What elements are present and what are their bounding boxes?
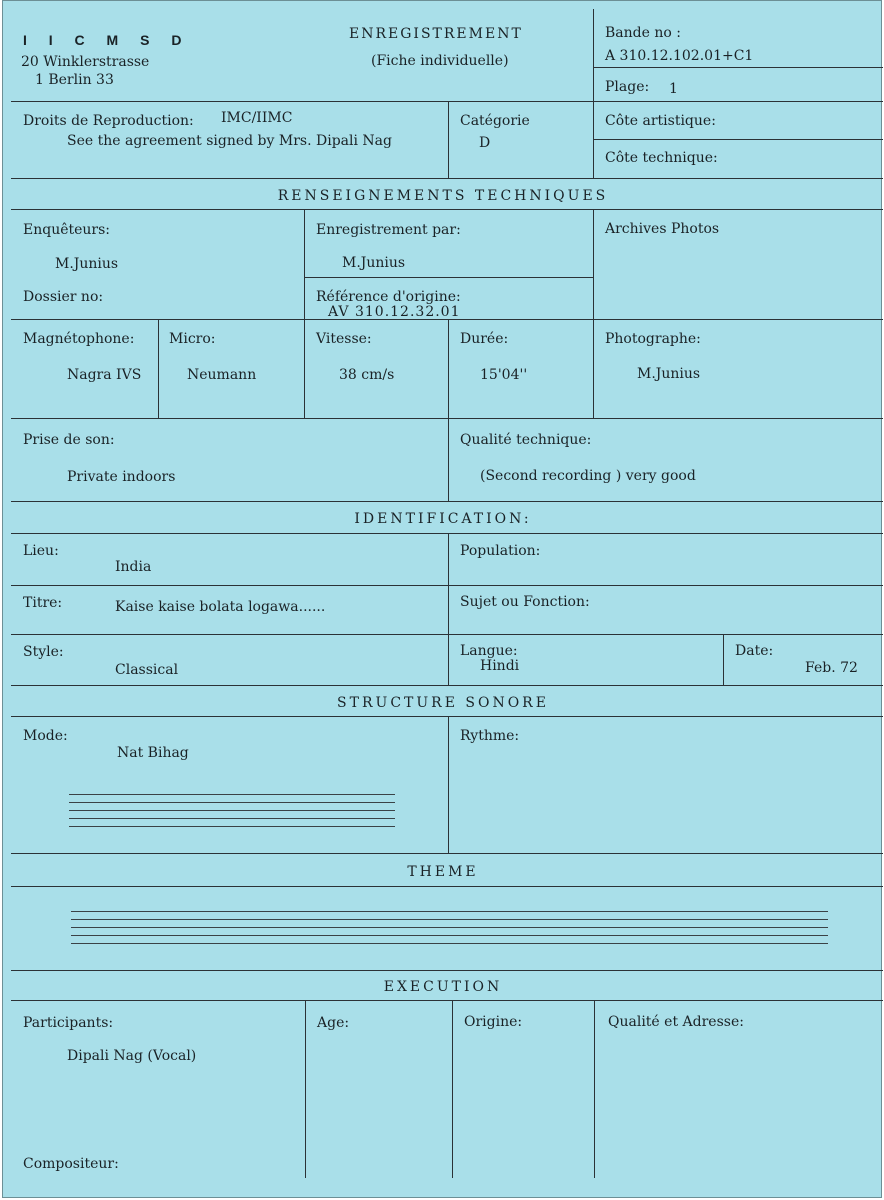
section-title-identification: IDENTIFICATION: bbox=[354, 511, 532, 527]
rule-top-a bbox=[593, 67, 883, 68]
staff-line bbox=[71, 935, 828, 936]
enregistrement-par-label: Enregistrement par: bbox=[316, 222, 461, 238]
section-title-theme: THEME bbox=[407, 864, 479, 880]
rule-style-bottom bbox=[11, 685, 883, 686]
categorie-label: Catégorie bbox=[460, 113, 530, 129]
rule-ident-title bbox=[11, 533, 883, 534]
staff-line bbox=[71, 919, 828, 920]
plage-value: 1 bbox=[669, 81, 678, 97]
micro-value: Neumann bbox=[187, 367, 257, 383]
style-value: Classical bbox=[115, 662, 179, 678]
participants-value: Dipali Nag (Vocal) bbox=[67, 1048, 197, 1064]
rule-prise-bottom bbox=[11, 501, 883, 502]
vrule-origine bbox=[452, 1000, 453, 1178]
section-title-structure: STRUCTURE SONORE bbox=[337, 695, 549, 711]
style-label: Style: bbox=[23, 644, 64, 660]
qualite-label: Qualité technique: bbox=[460, 432, 592, 448]
titre-value: Kaise kaise bolata logawa...... bbox=[115, 599, 326, 615]
duree-value: 15'04'' bbox=[480, 367, 528, 383]
enqueteurs-label: Enquêteurs: bbox=[23, 222, 111, 238]
staff-line bbox=[69, 794, 395, 795]
section-title-execution: EXECUTION bbox=[383, 979, 503, 995]
staff-line bbox=[71, 911, 828, 912]
rule-struct-bottom bbox=[11, 853, 883, 854]
sujet-label: Sujet ou Fonction: bbox=[460, 594, 590, 610]
origine-label: Origine: bbox=[464, 1014, 523, 1030]
rule-header-bottom bbox=[11, 101, 883, 102]
photographe-value: M.Junius bbox=[637, 366, 701, 382]
vrule-prise bbox=[448, 418, 449, 502]
rights-value: IMC/IIMC bbox=[221, 110, 293, 126]
participants-label: Participants: bbox=[23, 1015, 114, 1031]
mode-value: Nat Bihag bbox=[117, 745, 189, 761]
mode-label: Mode: bbox=[23, 728, 68, 744]
archives-photos-label: Archives Photos bbox=[605, 221, 720, 237]
categorie-value: D bbox=[479, 135, 491, 151]
qualite-value: (Second recording ) very good bbox=[480, 468, 696, 484]
staff-line bbox=[69, 802, 395, 803]
prise-label: Prise de son: bbox=[23, 432, 115, 448]
bande-label: Bande no : bbox=[605, 25, 681, 41]
rights-label: Droits de Reproduction: bbox=[23, 113, 194, 129]
vrule-duree bbox=[448, 319, 449, 419]
age-label: Age: bbox=[317, 1015, 350, 1031]
enregistrement-par-value: M.Junius bbox=[342, 255, 406, 271]
rule-theme-title bbox=[11, 886, 883, 887]
rule-struct-title bbox=[11, 716, 883, 717]
micro-label: Micro: bbox=[169, 331, 216, 347]
vrule-micro bbox=[158, 319, 159, 419]
duree-label: Durée: bbox=[460, 331, 509, 347]
enqueteurs-value: M.Junius bbox=[55, 256, 119, 272]
vrule-tech-b bbox=[593, 209, 594, 419]
staff-line bbox=[71, 927, 828, 928]
record-card bbox=[2, 0, 882, 1198]
reference-value: AV 310.12.32.01 bbox=[328, 304, 461, 320]
vrule-categorie bbox=[448, 101, 449, 179]
vrule-tech-a bbox=[304, 209, 305, 419]
rule-magneto-bottom bbox=[11, 418, 883, 419]
vrule-struct bbox=[448, 716, 449, 854]
form-title: ENREGISTREMENT bbox=[349, 26, 523, 42]
vrule-date bbox=[723, 634, 724, 686]
rule-rights-bottom bbox=[11, 178, 883, 179]
vitesse-value: 38 cm/s bbox=[339, 367, 395, 383]
lieu-label: Lieu: bbox=[23, 543, 59, 559]
compositeur-label: Compositeur: bbox=[23, 1156, 119, 1172]
rights-note: See the agreement signed by Mrs. Dipali Nag bbox=[67, 133, 392, 149]
vrule-header bbox=[593, 9, 594, 179]
photographe-label: Photographe: bbox=[605, 331, 701, 347]
form-subtitle: (Fiche individuelle) bbox=[371, 53, 509, 69]
staff-line bbox=[69, 810, 395, 811]
rule-titre-bottom bbox=[11, 634, 883, 635]
vitesse-label: Vitesse: bbox=[316, 331, 372, 347]
vrule-ident bbox=[448, 533, 449, 686]
cote-artistique-label: Côte artistique: bbox=[605, 113, 716, 129]
rule-enreg bbox=[304, 277, 594, 278]
magnetophone-value: Nagra IVS bbox=[67, 367, 142, 383]
address-line-2: 1 Berlin 33 bbox=[35, 72, 114, 88]
magnetophone-label: Magnétophone: bbox=[23, 331, 135, 347]
rule-theme-bottom bbox=[11, 970, 883, 971]
rythme-label: Rythme: bbox=[460, 728, 520, 744]
qualite-adresse-label: Qualité et Adresse: bbox=[608, 1014, 744, 1030]
staff-line bbox=[69, 818, 395, 819]
vrule-age bbox=[305, 1000, 306, 1178]
institute-logo: I I C M S D bbox=[23, 32, 191, 48]
rule-lieu-bottom bbox=[11, 585, 883, 586]
langue-value: Hindi bbox=[480, 658, 520, 674]
section-title-technical: RENSEIGNEMENTS TECHNIQUES bbox=[277, 188, 609, 204]
bande-value: A 310.12.102.01+C1 bbox=[605, 48, 754, 64]
rule-cote bbox=[593, 139, 883, 140]
plage-label: Plage: bbox=[605, 79, 650, 95]
population-label: Population: bbox=[460, 543, 541, 559]
langue-label: Langue: bbox=[460, 643, 518, 659]
dossier-label: Dossier no: bbox=[23, 289, 104, 305]
date-label: Date: bbox=[735, 643, 774, 659]
vrule-qualite bbox=[594, 1000, 595, 1178]
cote-technique-label: Côte technique: bbox=[605, 150, 718, 166]
rule-exec-title bbox=[11, 1000, 883, 1001]
date-value: Feb. 72 bbox=[805, 660, 858, 676]
address-line-1: 20 Winklerstrasse bbox=[21, 54, 150, 70]
titre-label: Titre: bbox=[23, 595, 63, 611]
prise-value: Private indoors bbox=[67, 469, 176, 485]
reference-label: Référence d'origine: bbox=[316, 289, 461, 305]
lieu-value: India bbox=[115, 559, 152, 575]
staff-line bbox=[71, 943, 828, 944]
rule-tech-title bbox=[11, 209, 883, 210]
staff-line bbox=[69, 826, 395, 827]
